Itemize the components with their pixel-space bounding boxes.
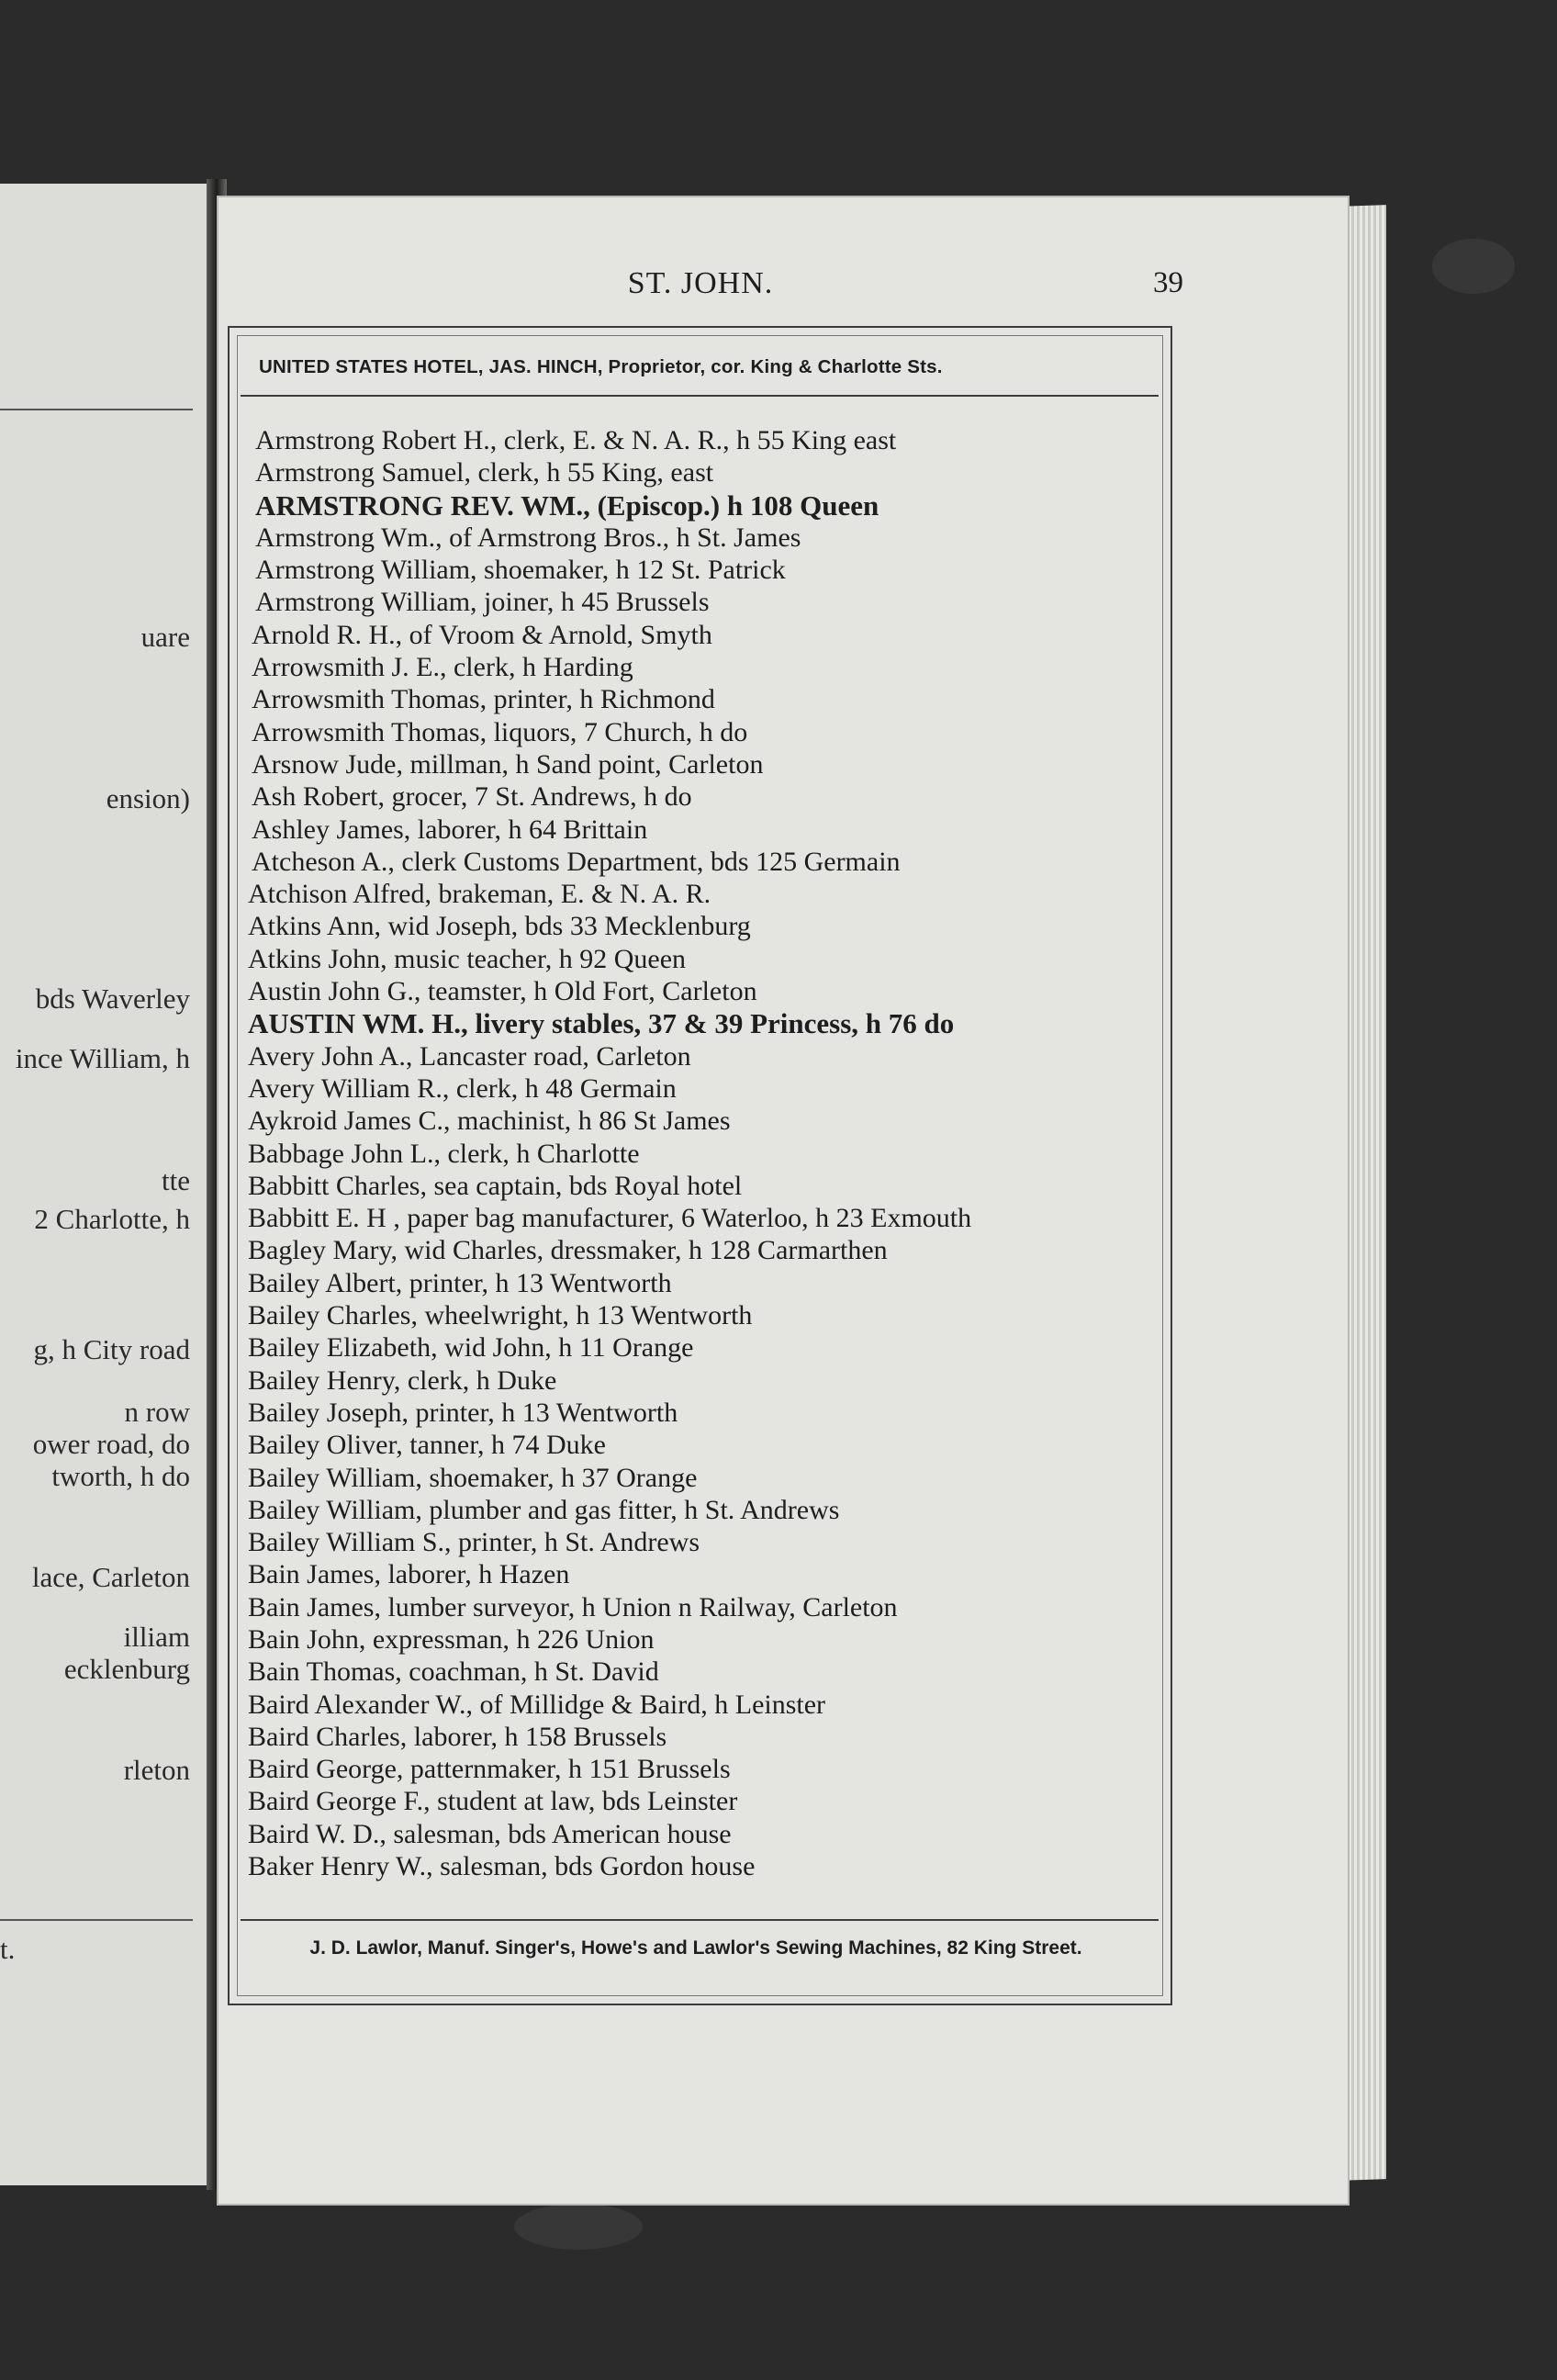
left-page-line: rleton [123,1754,190,1786]
left-page-rule [0,1919,193,1921]
directory-entry: Arnold R. H., of Vroom & Arnold, Smyth [252,619,712,650]
directory-entry: Bagley Mary, wid Charles, dressmaker, h 128 Carmarthen [248,1235,888,1266]
directory-entry: Ash Robert, grocer, 7 St. Andrews, h do [252,781,692,813]
backdrop-blotch [514,2204,643,2250]
left-page-line: ension) [106,782,190,814]
left-page-line: 2 Charlotte, h [34,1203,190,1235]
directory-entry: Bailey William S., printer, h St. Andrews [248,1527,700,1558]
directory-entry: AUSTIN WM. H., livery stables, 37 & 39 Princess, h 76 do [248,1007,955,1040]
footer-rule [241,1919,1159,1921]
backdrop-blotch [1432,239,1515,294]
left-page-line: lace, Carleton [31,1561,190,1593]
left-page-line: g, h City road [33,1333,190,1365]
left-page [0,184,212,2185]
directory-entry: Babbage John L., clerk, h Charlotte [248,1138,640,1169]
directory-entry: Baker Henry W., salesman, bds Gordon house [248,1851,756,1882]
directory-entry: Baird George, patternmaker, h 151 Brussels [248,1754,731,1785]
left-page-line: tte [162,1164,190,1196]
directory-entry: Austin John G., teamster, h Old Fort, Carleton [248,976,757,1007]
left-page-line: ecklenburg [63,1653,190,1685]
directory-entry: Arrowsmith Thomas, printer, h Richmond [252,684,715,715]
directory-entry: Arrowsmith Thomas, liquors, 7 Church, h do [252,716,748,747]
directory-entry: Armstrong Robert H., clerk, E. & N. A. R., h 55 King east [255,425,897,455]
footer-advertisement: J. D. Lawlor, Manuf. Singer's, Howe's and Lawlor's Sewing Machines, 82 King Street. [309,1937,1082,1959]
directory-entry: Bailey William, shoemaker, h 37 Orange [248,1462,698,1493]
directory-entry: ARMSTRONG REV. WM., (Episcop.) h 108 Queen [255,488,879,522]
directory-entry: Baird Charles, laborer, h 158 Brussels [248,1721,667,1752]
directory-entry: Baird Alexander W., of Millidge & Baird, h Leinster [248,1689,826,1720]
directory-entry: Armstrong William, joiner, h 45 Brussels [255,587,710,618]
directory-entry: Bain James, laborer, h Hazen [248,1559,570,1590]
page-number: 39 [1153,266,1183,299]
directory-entry: Arrowsmith J. E., clerk, h Harding [252,652,633,683]
directory-entry: Atcheson A., clerk Customs Department, bds 125 Germain [252,846,901,877]
directory-entry: Bailey Oliver, tanner, h 74 Duke [248,1430,606,1461]
directory-entry: Baird George F., student at law, bds Leinster [248,1786,738,1817]
left-page-line: ower road, do [32,1428,190,1460]
directory-entry: Bailey William, plumber and gas fitter, h St. Andrews [248,1494,840,1525]
left-page-line: bds Waverley [35,982,190,1015]
left-page-line: tworth, h do [51,1460,190,1492]
directory-entry: Baird W. D., salesman, bds American house [248,1818,732,1849]
directory-entry: Avery William R., clerk, h 48 Germain [248,1072,677,1104]
directory-entry: Bain Thomas, coachman, h St. David [248,1656,659,1688]
left-page-line: ince William, h [15,1042,190,1074]
header-advertisement: UNITED STATES HOTEL, JAS. HINCH, Proprietor, cor. King & Charlotte Sts. [259,356,943,377]
left-page-rule [0,409,193,410]
left-page-line: n row [124,1396,190,1428]
directory-entry: Bain James, lumber surveyor, h Union n Railway, Carleton [248,1591,898,1622]
directory-entry: Bain John, expressman, h 226 Union [248,1623,655,1655]
left-page-line: t. [0,1933,16,1965]
directory-entry: Bailey Elizabeth, wid John, h 11 Orange [248,1332,694,1364]
directory-entry: Bailey Albert, printer, h 13 Wentworth [248,1267,672,1298]
directory-entry: Aykroid James C., machinist, h 86 St James [248,1106,731,1137]
directory-entry: Arsnow Jude, millman, h Sand point, Carleton [252,748,764,780]
directory-entry: Atchison Alfred, brakeman, E. & N. A. R. [248,879,711,910]
directory-entry: Babbitt E. H , paper bag manufacturer, 6 Waterloo, h 23 Exmouth [248,1203,972,1234]
directory-entry: Armstrong William, shoemaker, h 12 St. Patrick [255,555,786,586]
running-head: ST. JOHN. [627,266,774,300]
directory-entry: Bailey Henry, clerk, h Duke [248,1364,557,1396]
directory-list [248,424,1166,1882]
directory-entry: Armstrong Wm., of Armstrong Bros., h St. James [255,522,801,553]
directory-entry: Avery John A., Lancaster road, Carleton [248,1040,691,1072]
header-rule [241,395,1159,397]
directory-entry: Armstrong Samuel, clerk, h 55 King, east [255,457,714,488]
directory-entry: Babbitt Charles, sea captain, bds Royal hotel [248,1170,743,1201]
directory-entry: Bailey Joseph, printer, h 13 Wentworth [248,1397,678,1428]
left-page-line: uare [140,621,190,653]
directory-entry: Atkins John, music teacher, h 92 Queen [248,943,687,974]
directory-entry: Ashley James, laborer, h 64 Brittain [252,814,648,845]
left-page-line: illiam [123,1621,190,1653]
directory-entry: Atkins Ann, wid Joseph, bds 33 Mecklenburg [248,911,751,942]
directory-entry: Bailey Charles, wheelwright, h 13 Wentworth [248,1300,753,1331]
